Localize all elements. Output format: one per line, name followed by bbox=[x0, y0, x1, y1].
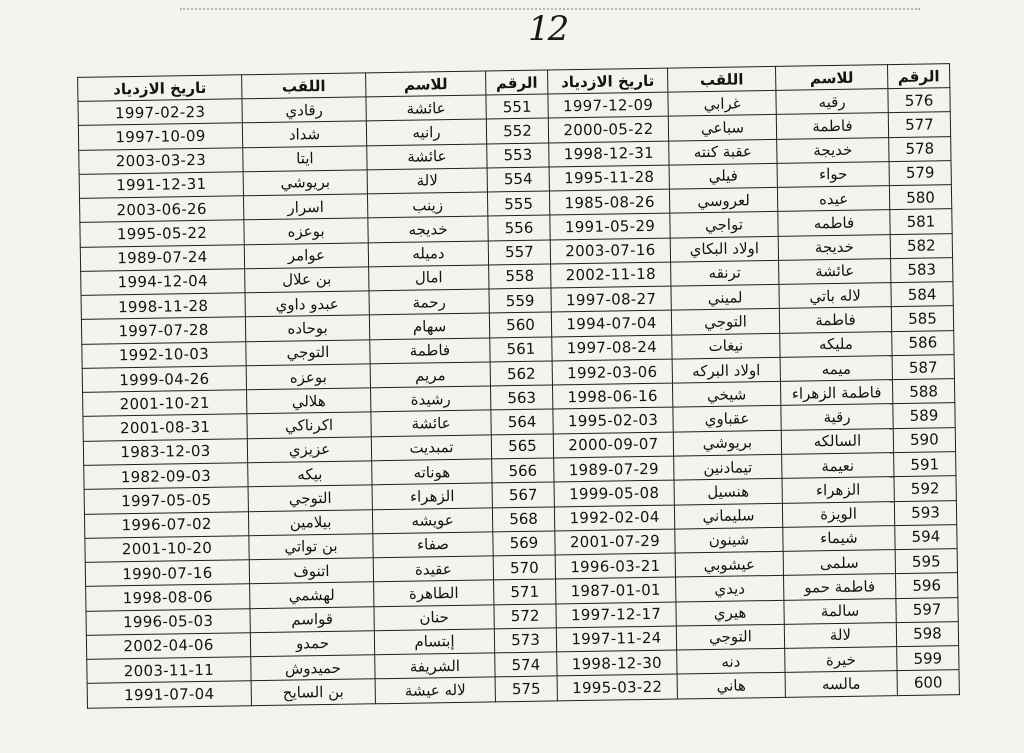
surname: عوامر bbox=[244, 242, 368, 268]
record-number: 591 bbox=[894, 452, 956, 477]
record-number: 551 bbox=[486, 94, 548, 119]
first-name: عائشة bbox=[367, 143, 487, 169]
first-name: لاله باتي bbox=[779, 283, 891, 309]
surname: ايتا bbox=[243, 145, 367, 171]
record-number: 582 bbox=[890, 233, 952, 258]
surname: اكرناكي bbox=[247, 412, 371, 438]
record-number: 576 bbox=[888, 88, 950, 113]
surname: التوجي bbox=[671, 309, 779, 335]
birth-date: 2001-08-31 bbox=[83, 414, 247, 441]
surname: اتنوف bbox=[249, 558, 373, 584]
record-number: 595 bbox=[895, 549, 957, 574]
record-number: 583 bbox=[891, 258, 953, 283]
first-name: الويزة bbox=[782, 501, 894, 527]
first-name: رقيه bbox=[776, 89, 888, 115]
record-number: 597 bbox=[896, 597, 958, 622]
birth-date: 1995-03-22 bbox=[557, 674, 677, 701]
first-name: خديجة bbox=[778, 234, 890, 260]
first-name: عائشة bbox=[371, 410, 491, 436]
page-number: 12 bbox=[528, 9, 568, 49]
first-name: مليكه bbox=[780, 331, 892, 357]
surname: غرابي bbox=[668, 90, 776, 116]
register-body bbox=[78, 88, 959, 709]
record-number: 552 bbox=[486, 118, 548, 143]
birth-date: 2000-09-07 bbox=[553, 432, 673, 458]
surname: بن تواتي bbox=[249, 534, 373, 560]
surname: سباعي bbox=[668, 115, 776, 141]
birth-date: 1997-12-09 bbox=[548, 92, 668, 118]
birth-date: 2003-06-26 bbox=[79, 196, 243, 223]
surname: شداد bbox=[242, 121, 366, 147]
first-name: عائشة bbox=[366, 95, 486, 121]
record-number: 555 bbox=[487, 191, 549, 216]
record-number: 570 bbox=[493, 555, 555, 580]
record-number: 575 bbox=[495, 676, 557, 702]
first-name: خديجة bbox=[777, 137, 889, 163]
surname: سليماني bbox=[674, 503, 782, 529]
first-name: فاطمه bbox=[778, 210, 890, 236]
birth-date: 1998-11-28 bbox=[81, 293, 245, 320]
first-name: فاطمة حمو bbox=[784, 574, 896, 600]
first-name: امال bbox=[369, 265, 489, 291]
surname: شينون bbox=[675, 527, 783, 553]
record-number: 567 bbox=[492, 482, 554, 507]
first-name: ميمه bbox=[780, 356, 892, 382]
birth-date: 1989-07-24 bbox=[80, 244, 244, 271]
first-name: سلمى bbox=[783, 550, 895, 576]
record-number: 584 bbox=[891, 282, 953, 307]
first-name: فاطمة الزهراء bbox=[780, 380, 892, 406]
first-name: الزهراء bbox=[372, 483, 492, 509]
record-number: 574 bbox=[495, 652, 557, 677]
surname: قواسم bbox=[250, 606, 374, 632]
record-number: 561 bbox=[490, 337, 552, 362]
first-name: دميله bbox=[368, 241, 488, 267]
record-number: 559 bbox=[489, 288, 551, 313]
first-name: السالكه bbox=[781, 428, 893, 454]
first-name: رحمة bbox=[369, 289, 489, 315]
surname: بوعزه bbox=[246, 364, 370, 390]
surname: اسرار bbox=[243, 194, 367, 220]
birth-date: 1985-08-26 bbox=[549, 189, 669, 215]
surname: لميني bbox=[671, 285, 779, 311]
surname: لهشمي bbox=[250, 582, 374, 608]
record-number: 580 bbox=[889, 185, 951, 210]
surname: عقباوي bbox=[673, 406, 781, 432]
record-number: 557 bbox=[488, 240, 550, 265]
birth-date: 2002-04-06 bbox=[86, 633, 250, 660]
birth-date: 1999-04-26 bbox=[82, 366, 246, 393]
header-number: الرقم bbox=[887, 64, 949, 89]
surname: لعروسي bbox=[669, 187, 777, 213]
birth-date: 1998-12-31 bbox=[549, 141, 669, 167]
surname: هاني bbox=[677, 673, 785, 699]
birth-date: 1992-03-06 bbox=[552, 359, 672, 385]
record-number: 577 bbox=[888, 112, 950, 137]
record-number: 553 bbox=[487, 143, 549, 168]
birth-date: 2003-03-23 bbox=[79, 147, 243, 174]
surname: عيشوبي bbox=[675, 551, 783, 577]
record-number: 588 bbox=[892, 379, 954, 404]
surname: حمدو bbox=[250, 631, 374, 657]
birth-date: 1987-01-01 bbox=[556, 577, 676, 603]
first-name: نعيمة bbox=[782, 453, 894, 479]
surname: بريوشي bbox=[673, 430, 781, 456]
birth-date: 2000-05-22 bbox=[548, 116, 668, 142]
record-number: 587 bbox=[892, 355, 954, 380]
birth-date: 1997-12-17 bbox=[556, 602, 676, 628]
first-name: فاطمة bbox=[776, 113, 888, 139]
birth-date: 1992-10-03 bbox=[82, 341, 246, 368]
first-name: لالة bbox=[784, 622, 896, 648]
record-number: 554 bbox=[487, 167, 549, 192]
record-number: 579 bbox=[889, 160, 951, 185]
surname: ديدي bbox=[676, 576, 784, 602]
birth-date: 2003-11-11 bbox=[87, 657, 251, 684]
surname: تواجي bbox=[670, 212, 778, 238]
birth-date: 1997-10-09 bbox=[78, 123, 242, 150]
birth-date: 1994-12-04 bbox=[81, 269, 245, 296]
first-name: عقيدة bbox=[373, 556, 493, 582]
record-number: 565 bbox=[491, 434, 553, 459]
record-number: 578 bbox=[889, 136, 951, 161]
birth-date: 1995-05-22 bbox=[80, 220, 244, 247]
birth-date: 1997-11-24 bbox=[556, 626, 676, 652]
header-name: للاسم bbox=[366, 71, 486, 97]
record-number: 558 bbox=[489, 264, 551, 289]
first-name: حنان bbox=[374, 604, 494, 630]
first-name: خديجه bbox=[368, 216, 488, 242]
record-number: 572 bbox=[494, 604, 556, 629]
birth-date: 1997-05-05 bbox=[84, 487, 248, 514]
birth-date: 1996-07-02 bbox=[84, 511, 248, 538]
first-name: فاطمة bbox=[779, 307, 891, 333]
record-number: 592 bbox=[894, 476, 956, 501]
record-number: 566 bbox=[492, 458, 554, 483]
surname: عبدو داوي bbox=[245, 291, 369, 317]
birth-date: 1998-12-30 bbox=[557, 650, 677, 676]
surname: التوجي bbox=[248, 485, 372, 511]
surname: ترنقه bbox=[671, 260, 779, 286]
surname: اولاد البكاي bbox=[670, 236, 778, 262]
record-number: 585 bbox=[891, 306, 953, 331]
surname: التوجي bbox=[246, 339, 370, 365]
record-number: 571 bbox=[494, 579, 556, 604]
birth-date: 2001-10-21 bbox=[83, 390, 247, 417]
first-name: عيده bbox=[777, 186, 889, 212]
record-number: 563 bbox=[490, 385, 552, 410]
surname: تيمادنين bbox=[674, 454, 782, 480]
record-number: 600 bbox=[897, 670, 959, 696]
birth-date: 1994-07-04 bbox=[551, 310, 671, 336]
record-number: 573 bbox=[494, 628, 556, 653]
first-name: مريم bbox=[370, 362, 490, 388]
first-name: الزهراء bbox=[782, 477, 894, 503]
first-name: شيماء bbox=[783, 525, 895, 551]
first-name: سهام bbox=[369, 313, 489, 339]
first-name: خيرة bbox=[785, 647, 897, 673]
record-number: 562 bbox=[490, 361, 552, 386]
first-name: مالسه bbox=[785, 671, 897, 697]
birth-date: 1997-08-24 bbox=[552, 335, 672, 361]
surname: عقبة كنته bbox=[669, 139, 777, 165]
birth-date: 2003-07-16 bbox=[550, 238, 670, 264]
record-number: 598 bbox=[896, 621, 958, 646]
birth-date: 1991-05-29 bbox=[550, 213, 670, 239]
first-name: صفاء bbox=[373, 532, 493, 558]
surname: بن السايح bbox=[251, 679, 375, 706]
surname: فيلي bbox=[669, 163, 777, 189]
surname: رقادي bbox=[242, 97, 366, 123]
first-name: عويشه bbox=[372, 507, 492, 533]
first-name: زينب bbox=[367, 192, 487, 218]
surname: بيكه bbox=[248, 461, 372, 487]
birth-date: 1990-07-16 bbox=[85, 560, 249, 587]
first-name: سالمة bbox=[784, 598, 896, 624]
birth-date: 2002-11-18 bbox=[551, 262, 671, 288]
birth-date: 1996-03-21 bbox=[555, 553, 675, 579]
birth-date: 1995-11-28 bbox=[549, 165, 669, 191]
record-number: 581 bbox=[890, 209, 952, 234]
record-number: 593 bbox=[894, 500, 956, 525]
surname: شيخي bbox=[672, 382, 780, 408]
first-name: حواء bbox=[777, 161, 889, 187]
birth-date: 1997-07-28 bbox=[81, 317, 245, 344]
record-number: 556 bbox=[488, 215, 550, 240]
surname: هيري bbox=[676, 600, 784, 626]
register-table bbox=[77, 63, 960, 709]
birth-date: 1997-08-27 bbox=[551, 286, 671, 312]
birth-date: 1998-08-06 bbox=[86, 584, 250, 611]
birth-date: 2001-10-20 bbox=[85, 536, 249, 563]
header-number: الرقم bbox=[486, 70, 548, 95]
surname: حميدوش bbox=[251, 655, 375, 681]
birth-date: 1998-06-16 bbox=[552, 383, 672, 409]
surname: نيغات bbox=[672, 333, 780, 359]
surname: بوحاده bbox=[245, 315, 369, 341]
surname: اولاد البركه bbox=[672, 357, 780, 383]
surname: عزيزي bbox=[247, 437, 371, 463]
birth-date: 1991-07-04 bbox=[87, 681, 251, 708]
surname: بوعزه bbox=[244, 218, 368, 244]
surname: دنه bbox=[677, 648, 785, 674]
record-number: 599 bbox=[897, 646, 959, 671]
birth-date: 1982-09-03 bbox=[84, 463, 248, 490]
birth-date: 1991-12-31 bbox=[79, 172, 243, 199]
record-number: 590 bbox=[893, 427, 955, 452]
record-number: 569 bbox=[493, 531, 555, 556]
first-name: رانيه bbox=[366, 119, 486, 145]
record-number: 560 bbox=[489, 312, 551, 337]
first-name: هوناته bbox=[372, 459, 492, 485]
record-number: 564 bbox=[491, 409, 553, 434]
record-number: 596 bbox=[895, 573, 957, 598]
first-name: إبتسام bbox=[374, 629, 494, 655]
surname: هنسيل bbox=[674, 479, 782, 505]
surname: بن علال bbox=[245, 267, 369, 293]
birth-date: 1983-12-03 bbox=[83, 438, 247, 465]
record-number: 594 bbox=[895, 524, 957, 549]
record-number: 589 bbox=[893, 403, 955, 428]
birth-date: 1992-02-04 bbox=[554, 505, 674, 531]
birth-date: 1999-05-08 bbox=[554, 480, 674, 506]
first-name: عائشة bbox=[779, 258, 891, 284]
header-surname: اللقب bbox=[242, 73, 366, 99]
birth-date: 2001-07-29 bbox=[555, 529, 675, 555]
first-name: لاله عيشة bbox=[375, 677, 495, 704]
first-name: فاطمة bbox=[370, 338, 490, 364]
birth-date: 1997-02-23 bbox=[78, 99, 242, 126]
first-name: رقية bbox=[781, 404, 893, 430]
surname: بريوشي bbox=[243, 170, 367, 196]
record-number: 586 bbox=[892, 330, 954, 355]
surname: التوجي bbox=[676, 624, 784, 650]
first-name: تمبديت bbox=[371, 435, 491, 461]
birth-date: 1996-05-03 bbox=[86, 608, 250, 635]
header-surname: اللقب bbox=[668, 66, 776, 92]
birth-date: 1995-02-03 bbox=[553, 408, 673, 434]
header-birth-date: تاريخ الازدياد bbox=[78, 75, 242, 102]
first-name: الطاهرة bbox=[374, 580, 494, 606]
first-name: لالة bbox=[367, 168, 487, 194]
header-birth-date: تاريخ الازدياد bbox=[548, 68, 668, 94]
surname: هلالي bbox=[247, 388, 371, 414]
record-number: 568 bbox=[492, 506, 554, 531]
first-name: رشيدة bbox=[371, 386, 491, 412]
header-name: للاسم bbox=[776, 65, 888, 91]
first-name: الشريفة bbox=[375, 653, 495, 679]
birth-date: 1989-07-29 bbox=[554, 456, 674, 482]
surname: بيلامين bbox=[248, 509, 372, 535]
register-sheet bbox=[77, 63, 959, 709]
